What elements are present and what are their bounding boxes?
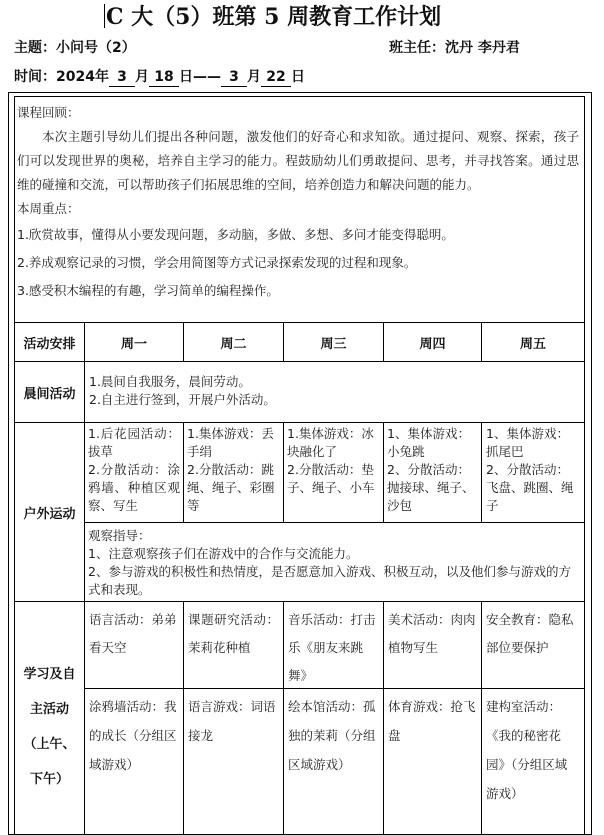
corner-header: 活动安排 — [23, 337, 76, 352]
day-header-wed: 周三 — [320, 337, 347, 352]
learning-cell: 语言游戏：词语接龙 — [188, 699, 276, 743]
learning-cell: 建构室活动：《我的秘密花园》（分组区域游戏） — [486, 699, 568, 801]
row-divider — [14, 422, 585, 423]
outdoor-label: 户外运动 — [23, 507, 76, 522]
learning-cell: 绘本馆活动：孤独的茉莉（分组区域游戏） — [288, 699, 376, 772]
learning-cell: 体育游戏：抢飞盘 — [388, 699, 476, 743]
learning-cell: 安全教育：隐私部位要保护 — [486, 612, 574, 655]
start-day: 18 — [149, 69, 179, 87]
teacher-line — [389, 38, 520, 58]
outdoor-cell-wed: 1.集体游戏：冰块融化了 2.分散活动：垫子、绳子、小车 — [287, 426, 375, 495]
col-divider — [481, 601, 482, 835]
day-header-mon: 周一 — [120, 337, 147, 352]
focus-item: 1.欣赏故事，懂得从小要发现问题，多动脑，多做、多想、多问才能变得聪明。 — [17, 227, 454, 242]
time-label: 时间： — [14, 69, 56, 85]
review-body: 本次主题引导幼儿们提出各种问题，激发他们的好奇心和求知欲。通过提问、观察、探索，孩子们可以发现世界的奥秘，培养自主学习的能力。程鼓励幼儿们勇敢提问、思考，并寻找答案。通过思维的碰撞和交流，可以帮助孩子们拓展思维的空间，培养创造力和解决问题的能力。 — [17, 129, 579, 192]
col-divider — [84, 322, 85, 835]
morning-content — [89, 373, 579, 409]
learning-label: 学习及自 主活动 （上午、 下午） — [23, 667, 76, 787]
learning-cell: 课题研究活动：茉莉花种植 — [188, 612, 279, 655]
theme-label: 主题： — [14, 40, 56, 56]
teacher-value: 沈丹 李丹君 — [445, 40, 520, 56]
col-divider — [481, 422, 482, 523]
morning-line: 1.晨间自我服务，晨间劳动。 — [89, 374, 251, 389]
observe-guidance — [88, 527, 580, 599]
col-divider — [383, 422, 384, 523]
theme-line — [14, 38, 136, 58]
day-header-fri: 周五 — [519, 337, 546, 352]
observe-line: 2、参与游戏的积极性和热情度，是否愿意加入游戏、积极互动，以及他们参与游戏的方式和表现。 — [88, 564, 571, 597]
text-cursor — [104, 4, 105, 28]
teacher-label: 班主任： — [389, 40, 445, 56]
year-value: 2024 — [56, 69, 95, 85]
morning-label: 晨间活动 — [23, 387, 76, 402]
review-heading: 课程回顾： — [17, 105, 80, 120]
day-header-tue: 周二 — [220, 337, 247, 352]
time-line: 时间：2024年 3 月 18 日—— 3 月 22 日 — [14, 69, 305, 85]
learning-cell: 语言活动：弟弟看天空 — [89, 612, 177, 655]
outdoor-cell-mon: 1.后花园活动：拔草 2.分散活动：涂鸦墙、种植区观察、写生 — [88, 426, 180, 513]
row-divider — [14, 601, 585, 602]
row-divider — [14, 322, 585, 323]
row-divider — [84, 522, 585, 523]
col-divider — [183, 601, 184, 835]
day-header-thu: 周四 — [419, 337, 446, 352]
observe-heading: 观察指导： — [88, 528, 151, 543]
row-divider — [14, 361, 585, 362]
focus-heading: 本周重点： — [17, 201, 80, 216]
focus-item: 2.养成观察记录的习惯，学会用简图等方式记录探索发现的过程和现象。 — [17, 255, 417, 270]
col-divider — [283, 422, 284, 523]
end-day: 22 — [261, 69, 291, 87]
learning-cell: 涂鸦墙活动：我的成长（分组区域游戏） — [89, 699, 177, 772]
morning-line: 2.自主进行签到，开展户外活动。 — [89, 392, 276, 407]
outdoor-cell-thu: 1、集体游戏：小兔跳 2、分散活动：抛接球、绳子、沙包 — [387, 426, 475, 513]
end-month: 3 — [221, 69, 247, 87]
learning-cell: 音乐活动：打击乐《朋友来跳舞》 — [288, 612, 376, 683]
inner-border-top — [14, 96, 585, 97]
inner-border-right — [584, 96, 585, 835]
review-section — [17, 101, 579, 303]
outdoor-cell-fri: 1、集体游戏：抓尾巴 2、分散活动：飞盘、跳圈、绳子 — [486, 426, 574, 513]
outdoor-cell-tue: 1.集体游戏：丢手绢 2.分散活动：跳绳、绳子、彩圈等 — [187, 426, 275, 513]
focus-item: 3.感受积木编程的有趣，学习简单的编程操作。 — [17, 283, 279, 298]
observe-line: 1、注意观察孩子们在游戏中的合作与交流能力。 — [88, 546, 359, 561]
col-divider — [183, 422, 184, 523]
page-title: C 大（5）班第 5 周教育工作计划 — [106, 4, 442, 30]
theme-value: 小问号（2） — [56, 40, 136, 56]
learning-cell: 美术活动：肉肉植物写生 — [388, 612, 476, 655]
start-month: 3 — [109, 69, 135, 87]
col-divider — [283, 601, 284, 835]
col-divider — [383, 601, 384, 835]
